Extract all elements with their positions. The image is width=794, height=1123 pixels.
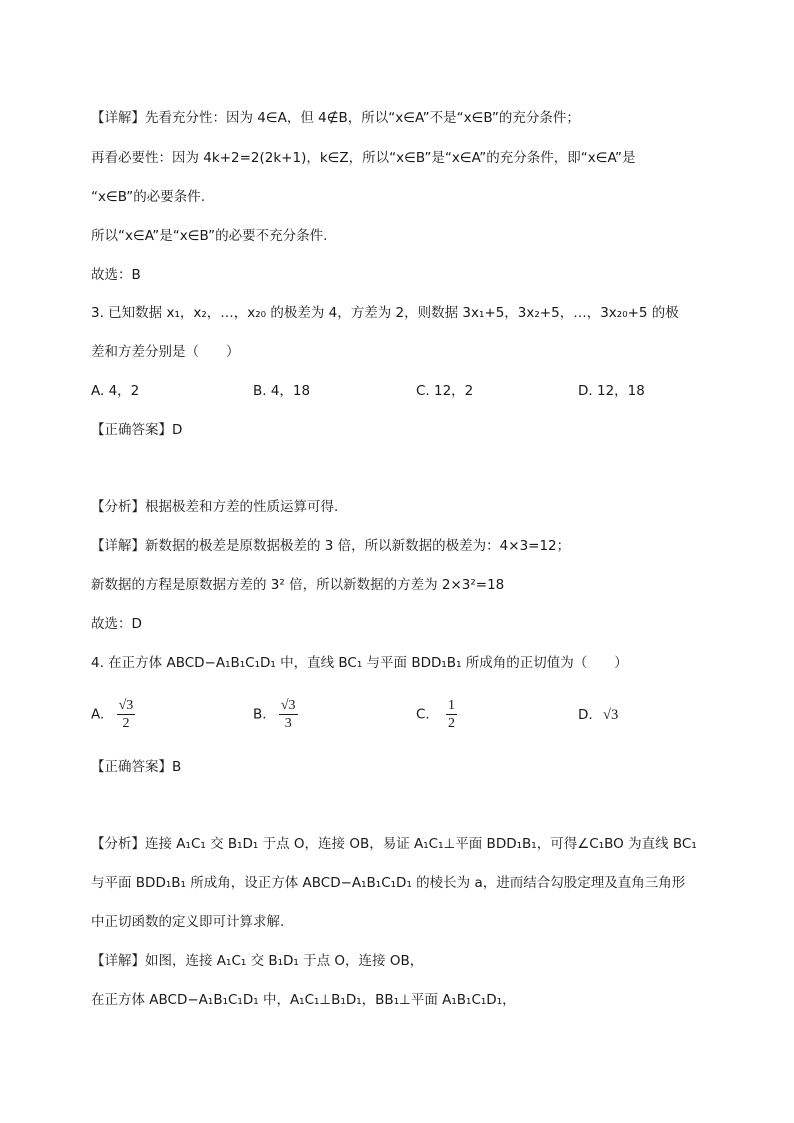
q4-option-a: [91, 697, 135, 732]
q4-detail-1: 【详解】如图，连接 A₁C₁ 交 B₁D₁ 于点 O，连接 OB，: [91, 953, 424, 969]
q3-detail-2: 新数据的方程是原数据方差的 3² 倍，所以新数据的方差为 2×3²=18: [91, 577, 505, 593]
q4-option-c-denominator: 2: [448, 716, 456, 731]
question-4-stem: 4. 在正方体 ABCD−A₁B₁C₁D₁ 中，直线 BC₁ 与平面 BDD₁B₁ 所成角的正切值为（ ）: [91, 655, 628, 671]
q3-analysis: 【分析】根据极差和方差的性质运算可得.: [91, 499, 339, 515]
q4-option-c-fraction: [446, 697, 457, 732]
q4-correct-answer: 【正确答案】B: [91, 759, 182, 775]
q4-option-d-label: D.: [578, 707, 593, 723]
q4-option-a-denominator: 2: [122, 716, 130, 731]
q3-option-a: A. 4，2: [91, 383, 140, 399]
q4-option-c-numerator: 1: [448, 698, 456, 713]
q4-analysis-1: 【分析】连接 A₁C₁ 交 B₁D₁ 于点 O，连接 OB，易证 A₁C₁⊥平面 BDD₁B₁，可得∠C₁BO 为直线 BC₁: [91, 836, 697, 852]
q4-option-b-label: B.: [253, 706, 267, 723]
detail-line-1: 【详解】先看充分性：因为 4∈A，但 4∉B，所以“x∈A”不是“x∈B”的充分条件；: [91, 110, 580, 126]
q3-answer-choice: 故选：D: [91, 616, 142, 632]
q4-analysis-3: 中正切函数的定义即可计算求解.: [91, 914, 285, 930]
q4-option-a-label: A.: [91, 706, 105, 723]
q3-detail-1: 【详解】新数据的极差是原数据极差的 3 倍，所以新数据的极差为：4×3=12；: [91, 538, 571, 554]
q3-correct-answer: 【正确答案】D: [91, 422, 183, 438]
q3-option-c: C. 12，2: [416, 383, 474, 399]
detail-line-2: 再看必要性：因为 4k+2=2(2k+1)，k∈Z，所以“x∈B”是“x∈A”的充分条件，即“x∈A”是: [91, 150, 636, 166]
q4-option-b: [253, 697, 298, 732]
q4-detail-2: 在正方体 ABCD−A₁B₁C₁D₁ 中，A₁C₁⊥B₁D₁，BB₁⊥平面 A₁B₁C₁D₁，: [91, 992, 516, 1008]
question-3-stem-cont: 差和方差分别是（ ）: [91, 344, 240, 360]
q4-option-c-label: C.: [416, 706, 430, 723]
q4-option-b-numerator: √3: [280, 698, 296, 713]
question-3-stem: 3. 已知数据 x₁，x₂，…，x₂₀ 的极差为 4，方差为 2，则数据 3x₁+5，3x₂+5，…，3x₂₀+5 的极: [91, 305, 679, 321]
q3-option-b: B. 4，18: [253, 383, 311, 399]
q4-option-d-value: √3: [602, 707, 619, 723]
q4-option-b-fraction: [279, 697, 298, 732]
q4-option-b-denominator: 3: [284, 716, 292, 731]
q4-analysis-2: 与平面 BDD₁B₁ 所成角，设正方体 ABCD−A₁B₁C₁D₁ 的棱长为 a，进而结合勾股定理及直角三角形: [91, 875, 686, 891]
detail-line-4: 所以“x∈A”是“x∈B”的必要不充分条件.: [91, 228, 328, 244]
q4-option-c: [416, 697, 457, 732]
q4-option-d: [578, 705, 618, 725]
q4-option-a-fraction: [117, 697, 136, 732]
detail-line-3: “x∈B”的必要条件.: [91, 189, 206, 205]
answer-choice-line: 故选：B: [91, 267, 141, 283]
q4-option-a-numerator: √3: [118, 698, 134, 713]
q3-option-d: D. 12，18: [578, 383, 645, 399]
